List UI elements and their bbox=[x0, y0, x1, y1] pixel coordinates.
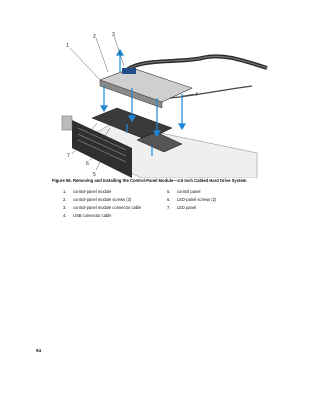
callout-3: 3 bbox=[112, 32, 115, 38]
legend-item: 6. LED-panel screws (2) bbox=[167, 197, 217, 202]
legend-item: 3. control-panel module connector cable bbox=[63, 205, 142, 210]
callout-2: 2 bbox=[93, 34, 96, 40]
legend-item: 2. control-panel module screws (3) bbox=[63, 197, 132, 202]
legend-item: 1. control-panel module bbox=[63, 189, 112, 194]
legend-item: 4. USB connector cable bbox=[63, 213, 112, 218]
chassis-ear bbox=[62, 116, 72, 130]
callout-1: 1 bbox=[66, 43, 69, 49]
legend-item: 7. LED panel bbox=[167, 205, 197, 210]
callout-7: 7 bbox=[67, 153, 70, 159]
cable-connector bbox=[122, 68, 136, 74]
legend-item: 5. control panel bbox=[167, 189, 201, 194]
callout-6: 6 bbox=[86, 161, 89, 167]
callout-5: 5 bbox=[93, 172, 96, 178]
figure-caption: Figure 56. Removing and Installing the Control-Panel Module—3.5 Inch Cabled Hard Drive System bbox=[52, 178, 247, 183]
page-number: 94 bbox=[36, 348, 42, 353]
callout-4: 4 bbox=[195, 92, 198, 98]
control-panel-module-illustration bbox=[52, 28, 272, 178]
